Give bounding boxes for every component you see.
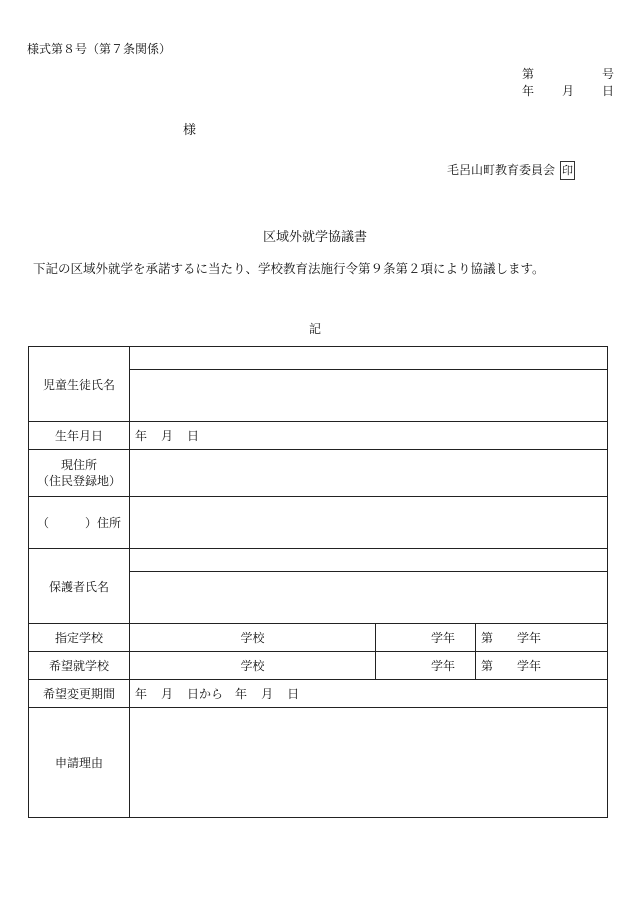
other-address-close: ）住所 <box>85 516 122 530</box>
seal-mark: 印 <box>560 161 575 180</box>
doc-no-suffix: 号 <box>601 67 614 81</box>
issuer-name: 毛呂山町教育委員会 <box>447 163 556 177</box>
period-end-year: 年 <box>235 687 248 701</box>
guardian-name-label: 保護者氏名 <box>29 549 130 624</box>
addressee-suffix: 様 <box>183 123 197 138</box>
period-start-day: 日から <box>187 687 224 701</box>
other-address-field[interactable] <box>130 497 608 549</box>
period-start-year: 年 <box>135 687 148 701</box>
other-address-open: （ <box>37 516 50 530</box>
grade-prefix: 第 <box>481 659 494 673</box>
birthdate-label: 生年月日 <box>29 422 130 450</box>
desired-school-grade-field[interactable]: 学年 <box>376 652 476 680</box>
guardian-name-field[interactable] <box>130 572 608 624</box>
grade-prefix: 第 <box>481 631 494 645</box>
birthdate-field[interactable] <box>130 422 608 450</box>
designated-school-grade-number-field[interactable] <box>476 624 608 652</box>
desired-school-label: 希望就学校 <box>29 652 130 680</box>
desired-school-field[interactable]: 学校 <box>130 652 376 680</box>
application-form-table <box>28 346 608 818</box>
current-address-label-main: 現住所 <box>60 458 97 472</box>
doc-no-prefix: 第 <box>522 67 535 81</box>
other-address-label <box>29 497 130 549</box>
date-day: 日 <box>601 84 614 98</box>
date-year: 年 <box>522 84 535 98</box>
ki-heading: 記 <box>308 322 321 336</box>
desired-school-grade-number-field[interactable] <box>476 652 608 680</box>
form-number: 様式第８号（第７条関係） <box>27 42 172 56</box>
change-period-label: 希望変更期間 <box>29 680 130 708</box>
date-month: 月 <box>561 84 574 98</box>
grade-value-suffix: 学年 <box>517 631 542 645</box>
reason-field[interactable] <box>130 708 608 818</box>
document-title: 区域外就学協議書 <box>262 230 367 245</box>
designated-school-label: 指定学校 <box>29 624 130 652</box>
reason-label: 申請理由 <box>29 708 130 818</box>
current-address-label <box>29 450 130 497</box>
period-start-month: 月 <box>161 687 174 701</box>
change-period-field[interactable] <box>130 680 608 708</box>
current-address-label-sub: （住民登録地） <box>36 474 121 488</box>
birthdate-year: 年 <box>135 429 148 443</box>
student-name-field[interactable] <box>130 370 608 422</box>
student-name-label: 児童生徒氏名 <box>29 347 130 422</box>
current-address-field[interactable] <box>130 450 608 497</box>
period-end-month: 月 <box>261 687 274 701</box>
birthdate-month: 月 <box>161 429 174 443</box>
designated-school-grade-field[interactable]: 学年 <box>376 624 476 652</box>
period-end-day: 日 <box>287 687 300 701</box>
grade-value-suffix: 学年 <box>517 659 542 673</box>
student-name-furigana-field[interactable] <box>130 347 608 370</box>
guardian-name-furigana-field[interactable] <box>130 549 608 572</box>
document-number <box>522 65 614 82</box>
designated-school-field[interactable]: 学校 <box>130 624 376 652</box>
issue-date <box>522 82 614 99</box>
issuer <box>447 161 575 180</box>
birthdate-day: 日 <box>187 429 200 443</box>
body-text: 下記の区域外就学を承諾するに当たり、学校教育法施行令第９条第２項により協議します。 <box>33 261 545 276</box>
